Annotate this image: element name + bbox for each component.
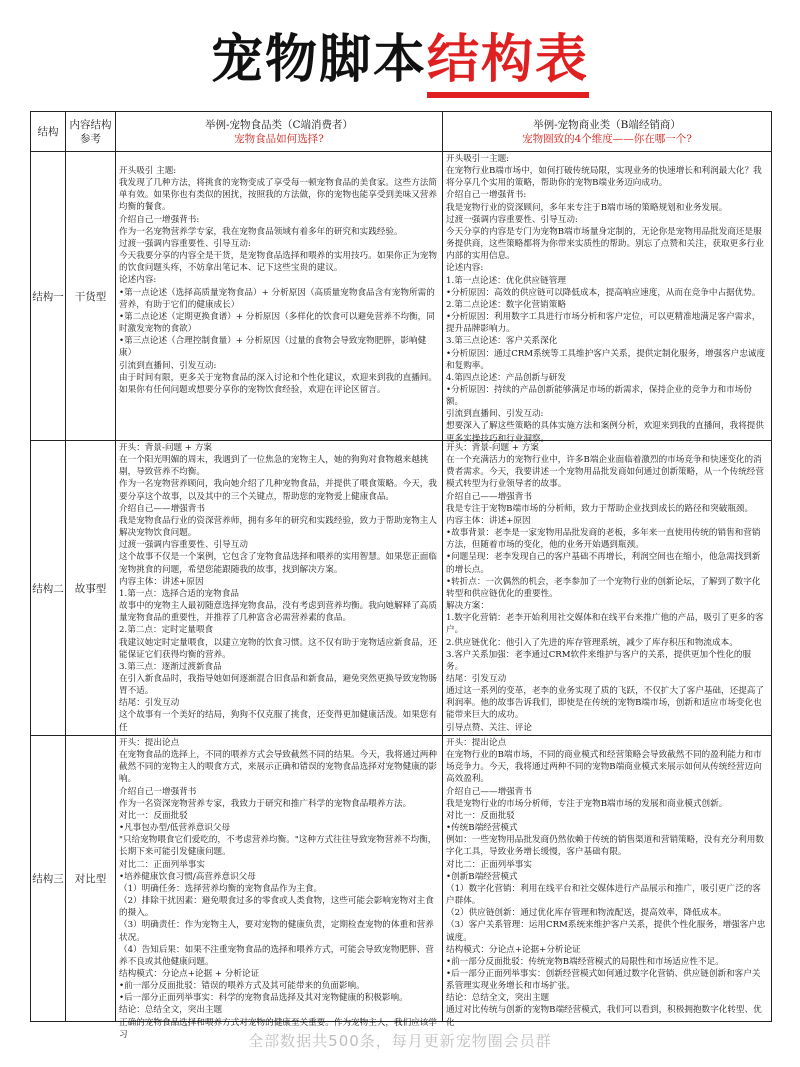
- title-black-part: 宠物脚本: [210, 30, 427, 90]
- header-c-subtitle: 宠物食品如何选择?: [234, 132, 324, 145]
- cell-c-example: [116, 441, 443, 736]
- row-label: 结构二: [31, 441, 66, 736]
- cell-b-example: [443, 441, 772, 736]
- table-row: [31, 736, 772, 1022]
- title-red-part: 结构表: [427, 30, 589, 98]
- header-b-title: 举例-宠物商业类（B端经销商）: [533, 118, 681, 131]
- cell-text: 开头吸引 主题: 我发现了几种方法，将挑食的宠物变成了享受每一顿宠物食品的美食家。这些方法简单有效。如果你也有类似的困扰，按照我的方法做，你的宠物也能享受到美味又营养均衡的餐食。 介绍自己一增强背书: 作为一名宠物营养学专家，我在宠物食品领域有着多年的研究和实践经验。 过渡一强调内容重要性、引导互动: 今天我要分享的内容全是干货，是宠物食品选择和喂养的实用技巧。如果你正为宠物的饮食问题头疼，不妨拿出笔记本、记下这些宝贵的建议。 论述内容: •第一点论述（选择高质量宠物食品）+ 分析原因（高质量宠物食品含有宠物所需的营养，有助于它们的健康成长） •第二点论述（定期更换食谱）+ 分析原因（多样化的饮食可以避免营养不均衡，同时激发宠物的食欲） •第三点论述（合理控制食量）+ 分析原因（过量的食物会导致宠物肥胖，影响健康） 引流到直播间、引发互动: 由于时间有限，更多关于宠物食品的深入讨论和个性化建议，欢迎来到我的直播间。如果你有任何问题或想要分享你的宠物饮食经验，欢迎在评论区留言。: [119, 166, 437, 395]
- table-row: [31, 441, 772, 736]
- header-b-dealer: [443, 112, 772, 152]
- table-row: [31, 152, 772, 441]
- cell-c-example: [116, 736, 443, 1040]
- header-reference: 内容结构 参考: [66, 112, 116, 152]
- page-title: [0, 30, 800, 90]
- cell-text: 开头吸引一主题: 在宠物行业B端市场中，如何打破传统局限，实现业务的快速增长和利润最大化？我将分享几个实用的策略，帮助你的宠物B端业务迈向成功。 介绍自己一增强背书: 我是宠物行业的资深顾问，多年来专注于B端市场的策略规划和业务发展。 过渡一强调内容重要性、引导互动: 今天分享的内容是专门为宠物B端市场量身定制的，无论你是宠物用品批发商还是服务提供商，这些策略都将为你带来实质性的帮助。别忘了点赞和关注，获取更多行业内部的实用信息。 论述内容: 1.第一点论述：优化供应链管理 •分析原因：高效的供应链可以降低成本，提高响应速度，从而在竞争中占据优势。 2.第二点论述：数字化营销策略 •分析原因：利用数字工具进行市场分析和客户定位，可以更精准地满足客户需求，提升品牌影响力。 3.第三点论述：客户关系深化 •分析原因：通过CRM系统等工具维护客户关系，提供定制化服务，增强客户忠诚度和复购率。 4.第四点论述：产品创新与研发 •分析原因：持续的产品创新能够满足市场的新需求，保持企业的竞争力和市场份额。 引流到直播间、引发互动: 想要深入了解这些策略的具体实施方法和案例分析，欢迎来到我的直播间，我将提供更多实操技巧和行业洞察。: [446, 154, 766, 444]
- cell-b-example: [443, 736, 772, 1028]
- row-type: 对比型: [66, 736, 116, 1022]
- cell-text: 开头：背景-问题 + 方案 在一个充满活力的宠物行业中，许多B端企业面临着激烈的市场竞争和快速变化的消费者需求。今天，我要讲述一个宠物用品批发商如何通过创新策略，从一个传统经营模式转型为行业领导者的故事。 介绍自己——增强背书 我是专注于宠物B端市场的分析师，致力于帮助企业找到成长的路径和突破瓶颈。 内容主体：讲述+原因 •故事背景：老李是一家宠物用品批发商的老板，多年来一直使用传统的销售和营销方法，但随着市场的变化，他的业务开始遇到瓶颈。 •问题呈现：老李发现自己的客户基础不再增长，利润空间也在缩小，他急需找到新的增长点。 •转折点：一次偶然的机会，老李参加了一个宠物行业的创新论坛，了解到了数字化转型和供应链优化的重要性。 解决方案： 1.数字化营销：老李开始利用社交媒体和在线平台来推广他的产品，吸引了更多的客户。 2.供应链优化：他引入了先进的库存管理系统，减少了库存积压和物流成本。 3.客户关系加强：老李通过CRM软件来维护与客户的关系，提供更加个性化的服务。 结尾：引发互动 通过这一系列的变革，老李的业务实现了质的飞跃，不仅扩大了客户基础，还提高了利润率。他的故事告诉我们，即使是在传统的宠物B端市场，创新和适应市场变化也能带来巨大的成功。 引导点赞、关注、评论: [446, 443, 764, 733]
- table-header-row: [31, 112, 772, 152]
- header-b-subtitle: 宠物圈致的4个维度——你在哪一个?: [522, 132, 692, 145]
- script-structure-table: [30, 111, 772, 1040]
- header-structure: 结构: [31, 112, 66, 152]
- cell-b-example: [443, 152, 772, 444]
- cell-text: 开头：提出论点 在宠物食品的选择上，不同的喂养方式会导致截然不同的结果。今天，我将通过两种截然不同的宠物主人的喂食方式，来展示正确和错误的宠物食品选择对宠物健康的影响。 介绍自己一增强背书 作为一名资深宠物营养专家，我致力于研究和推广科学的宠物食品喂养方法。 对比一：反面批驳 •凡事包办型/低营养意识父母 "只给宠物喂食它们爱吃的，不考虑营养均衡。"这种方式往往导致宠物营养不均衡，长期下来可能引发健康问题。 对比二：正面列举事实 •培养健康饮食习惯/高营养意识父母 （1）明确任务：选择营养均衡的宠物食品作为主食。 （2）排除干扰因素：避免喂食过多的零食或人类食物，这些可能会影响宠物对主食的摄入。 （3）明确责任：作为宠物主人，要对宠物的健康负责，定期检查宠物的体重和营养状况。 （4）告知后果：如果不注重宠物食品的选择和喂养方式，可能会导致宠物肥胖、营养不良或其他健康问题。 结构模式：分论点+论据 + 分析论证 •前一部分反面批驳：错误的喂养方式及其可能带来的负面影响。 •后一部分正面列举事实：科学的宠物食品选择及其对宠物健康的积极影响。 结论：总结全文，突出主题 正确的宠物食品选择和喂养方式对宠物的健康至关重要。作为宠物主人，我们应该学习: [119, 738, 437, 1040]
- cell-c-example: [116, 152, 443, 441]
- header-c-consumer: [116, 112, 443, 152]
- row-label: 结构三: [31, 736, 66, 1022]
- row-type: 干货型: [66, 152, 116, 441]
- cell-text: 开头：背景-问题 + 方案 在一个阳光明媚的周末，我遇到了一位焦急的宠物主人，她的狗狗对食物越来越挑剔，导致营养不均衡。 作为一名宠物营养顾问，我向她介绍了几种宠物食品，并提供了喂食策略。今天，我要分享这个故事，以及其中的三个关键点，帮助您的宠物爱上健康食品。 介绍自己——增强背书 我是宠物食品行业的资深营养师，拥有多年的研究和实践经验，致力于帮助宠物主人解决宠物饮食问题。 过渡一强调内容重要性、引导互动 这个故事不仅是一个案例，它包含了宠物食品选择和喂养的实用智慧。如果您正面临宠物挑食的问题，希望您能跟随我的故事，找到解决方案。 内容主体：讲述+原因 1.第一点：选择合适的宠物食品 故事中的宠物主人最初随意选择宠物食品，没有考虑到营养均衡。我向她解释了高质量宠物食品的重要性，并推荐了几种富含必需营养素的食品。 2.第二点：定时定量喂食 我建议她定时定量喂食，以建立宠物的饮食习惯。这不仅有助于宠物适应新食品，还能保证它们获得均衡的营养。 3.第三点：逐渐过渡新食品 在引入新食品时，我指导她如何逐渐混合旧食品和新食品，避免突然更换导致宠物肠胃不适。 结尾：引发互动 这个故事有一个美好的结局，狗狗不仅克服了挑食，还变得更加健康活泼。如果您有任: [119, 443, 437, 733]
- cell-text: 开头：提出论点 在宠物行业的B端市场，不同的商业模式和经营策略会导致截然不同的盈利能力和市场竞争力。今天，我将通过两种不同的宠物B端商业模式来展示如何从传统经营迈向高效盈利。 介绍自己——增强背书 我是宠物行业的市场分析师，专注于宠物B端市场的发展和商业模式创新。 对比一：反面批驳 •传统B端经营模式 例如：一些宠物用品批发商仍然依赖于传统的销售渠道和营销策略，没有充分利用数字化工具，导致业务增长缓慢，客户基础有限。 对比二：正面列举事实 •创新B端经营模式 （1）数字化营销：利用在线平台和社交媒体进行产品展示和推广，吸引更广泛的客户群体。 （2）供应链创新：通过优化库存管理和物流配送，提高效率，降低成本。 （3）客户关系管理：运用CRM系统来维护客户关系，提供个性化服务，增强客户忠诚度。 结构模式：分论点+论据+分析论证 •前一部分反面批驳：传统宠物B端经营模式的局限性和市场适应性不足。 •后一部分正面列举事实：创新经营模式如何通过数字化营销、供应链创新和客户关系管理实现业务增长和市场扩张。 结论：总结全文，突出主题 通过对比传统与创新的宠物B端经营模式，我们可以看到，积极拥抱数字化转型、优化: [446, 738, 766, 1028]
- row-label: 结构一: [31, 152, 66, 441]
- header-c-title: 举例-宠物食品类（C端消费者）: [204, 118, 354, 131]
- footer-watermark: 全部数据共500条，每月更新宠物圈会员群: [248, 1032, 552, 1050]
- row-type: 故事型: [66, 441, 116, 736]
